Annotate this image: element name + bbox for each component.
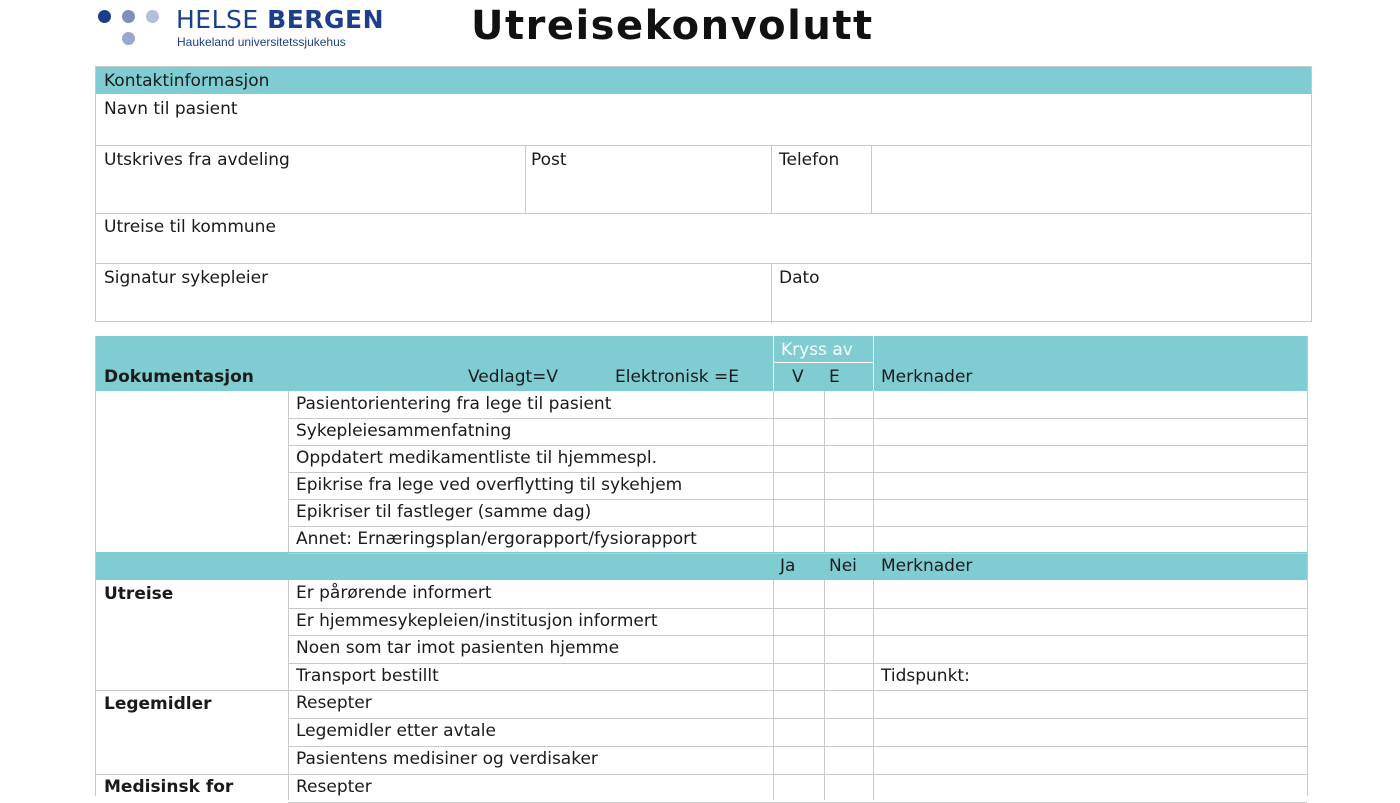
grid-line <box>96 690 288 691</box>
legemidler-item: Pasientens medisiner og verdisaker <box>296 749 598 769</box>
check-e-box[interactable] <box>824 445 873 472</box>
documentation-item: Sykepleiesammenfatning <box>296 421 512 441</box>
logo-dot-icon <box>122 32 135 45</box>
grid-line <box>873 391 874 552</box>
check-e-box[interactable] <box>824 746 873 774</box>
check-v-box[interactable] <box>773 746 824 774</box>
yes-no-header-band <box>96 552 1307 580</box>
medisinsk-section-label: Medisinsk for <box>104 777 234 797</box>
check-e-box[interactable] <box>824 774 873 802</box>
nurse-signature-field[interactable]: Signatur sykepleier <box>104 268 269 288</box>
transport-time-note[interactable]: Tidspunkt: <box>881 666 970 686</box>
check-v-box[interactable] <box>773 608 824 636</box>
helse-bergen-logo <box>98 4 398 50</box>
remarks-header: Merknader <box>881 367 973 387</box>
contact-header-band <box>96 67 1311 94</box>
electronic-legend: Elektronisk =E <box>615 367 740 387</box>
utreise-item: Er pårørende informert <box>296 583 492 603</box>
department-field[interactable]: Utskrives fra avdeling <box>104 150 290 170</box>
column-e-header: E <box>829 367 840 387</box>
documentation-item: Annet: Ernæringsplan/ergorapport/fysiorapport <box>296 529 697 549</box>
contact-info-table <box>95 66 1312 322</box>
grid-line <box>288 553 1307 554</box>
check-v-box[interactable] <box>773 580 824 608</box>
grid-line <box>288 580 289 800</box>
logo-dot-icon <box>146 10 159 23</box>
municipality-field[interactable]: Utreise til kommune <box>104 217 276 237</box>
check-e-box[interactable] <box>824 418 873 445</box>
documentation-item: Epikrise fra lege ved overflytting til sykehjem <box>296 475 683 495</box>
grid-line <box>773 391 774 552</box>
date-field[interactable]: Dato <box>779 268 820 288</box>
kryss-av-label: Kryss av <box>781 340 853 360</box>
checklist-table <box>95 336 1308 796</box>
post-field[interactable]: Post <box>531 150 567 170</box>
check-v-box[interactable] <box>773 418 824 445</box>
check-e-box[interactable] <box>824 526 873 553</box>
grid-line <box>824 580 825 800</box>
grid-line <box>773 580 774 800</box>
logo-subtitle: Haukeland universitetssjukehus <box>177 35 346 49</box>
check-v-box[interactable] <box>773 663 824 691</box>
logo-dot-icon <box>98 10 111 23</box>
check-e-box[interactable] <box>824 608 873 636</box>
check-e-box[interactable] <box>824 472 873 499</box>
documentation-item: Oppdatert medikamentliste til hjemmespl. <box>296 448 657 468</box>
documentation-section-label: Dokumentasjon <box>104 367 254 387</box>
check-v-box[interactable] <box>773 718 824 746</box>
contact-header-label: Kontaktinformasjon <box>104 71 270 91</box>
legemidler-item: Legemidler etter avtale <box>296 721 496 741</box>
utreise-item: Er hjemmesykepleien/institusjon informert <box>296 610 658 631</box>
check-e-box[interactable] <box>824 580 873 608</box>
check-v-box[interactable] <box>773 526 824 553</box>
legemidler-item: Resepter <box>296 693 372 713</box>
utreise-item: Transport bestillt <box>296 665 439 686</box>
attached-legend: Vedlagt=V <box>468 367 559 387</box>
check-e-box[interactable] <box>824 718 873 746</box>
documentation-item: Epikriser til fastleger (samme dag) <box>296 502 592 522</box>
check-v-box[interactable] <box>773 499 824 526</box>
check-v-box[interactable] <box>773 391 824 418</box>
logo-dot-icon <box>122 10 135 23</box>
check-v-box[interactable] <box>773 635 824 663</box>
check-e-box[interactable] <box>824 663 873 691</box>
utreise-section-label: Utreise <box>104 584 174 604</box>
patient-name-field[interactable]: Navn til pasient <box>104 99 238 119</box>
column-nei-header: Nei <box>829 556 857 576</box>
check-e-box[interactable] <box>824 635 873 663</box>
check-e-box[interactable] <box>824 391 873 418</box>
grid-line <box>96 774 288 775</box>
check-e-box[interactable] <box>824 690 873 718</box>
check-v-box[interactable] <box>773 774 824 802</box>
column-ja-header: Ja <box>780 556 796 576</box>
grid-line <box>824 391 825 552</box>
check-e-box[interactable] <box>824 499 873 526</box>
check-v-box[interactable] <box>773 690 824 718</box>
check-v-box[interactable] <box>773 445 824 472</box>
utreise-item: Noen som tar imot pasienten hjemme <box>296 638 620 658</box>
page-title: Utreisekonvolutt <box>471 3 874 49</box>
check-v-box[interactable] <box>773 472 824 499</box>
column-v-header: V <box>792 367 804 387</box>
grid-line <box>873 580 874 800</box>
medisinsk-item: Resepter <box>296 777 372 797</box>
grid-line <box>288 391 289 552</box>
documentation-item: Pasientorientering fra lege til pasient <box>296 394 612 414</box>
legemidler-section-label: Legemidler <box>104 694 212 714</box>
phone-field[interactable]: Telefon <box>779 150 840 170</box>
logo-name: HELSE BERGEN <box>176 5 385 34</box>
remarks-header: Merknader <box>881 556 973 576</box>
